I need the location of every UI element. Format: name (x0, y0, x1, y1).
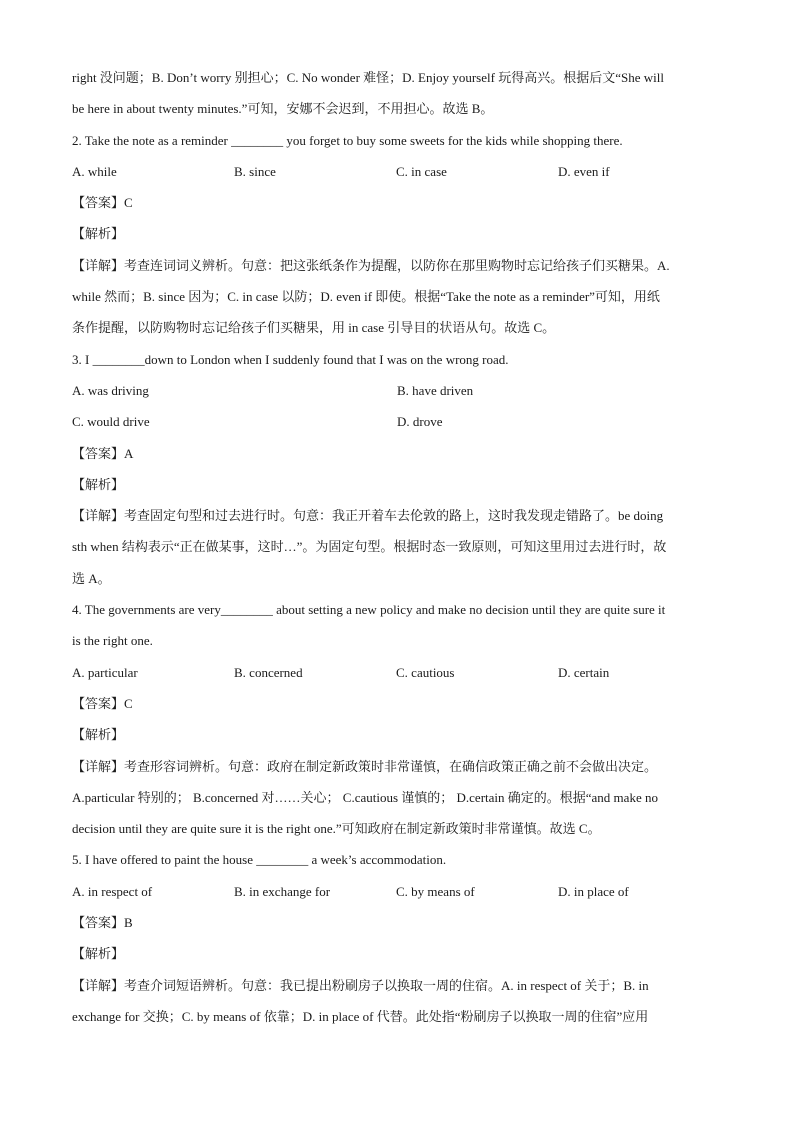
option-choice: C. would drive (72, 414, 150, 430)
text-line: sth when 结构表示“正在做某事，这时…”。为固定句型。根据时态一致原则，可知这里用过去进行时，故 (72, 539, 667, 555)
options-row (72, 876, 722, 907)
text-line: 选 A。 (72, 570, 111, 586)
text-line: right 没问题；B. Don’t worry 别担心；C. No wonder 难怪；D. Enjoy yourself 玩得高兴。根据后文“She will (72, 70, 664, 85)
text-line: 【答案】B (72, 915, 133, 931)
option-choice: A. while (72, 163, 117, 179)
option-choice: D. certain (558, 664, 610, 680)
text-line: 【解析】 (72, 946, 125, 962)
option-choice: A. in respect of (72, 883, 153, 899)
text-line: A.particular 特别的； B.concerned 对……关心； C.cautious 谨慎的； D.certain 确定的。根据“and make no (72, 789, 658, 805)
options-row (72, 156, 722, 187)
text-line: 【解析】 (72, 226, 125, 242)
option-choice: B. in exchange for (234, 883, 331, 899)
text-line: is the right one. (72, 633, 153, 649)
options-row (72, 406, 722, 437)
option-choice: D. in place of (558, 883, 629, 899)
option-choice: C. in case (396, 163, 447, 179)
option-choice: D. drove (397, 414, 443, 430)
option-choice: C. by means of (396, 883, 475, 899)
text-line: 4. The governments are very________ about setting a new policy and make no decision until they are quite sure it (72, 602, 666, 618)
text-line: 【详解】考查固定句型和过去进行时。句意：我正开着车去伦敦的路上，这时我发现走错路了。be doing (72, 508, 664, 524)
option-choice: B. concerned (234, 664, 303, 680)
text-line: 【答案】C (72, 195, 133, 211)
text-line: 【答案】C (72, 695, 133, 711)
text-line: 2. Take the note as a reminder ________ you forget to buy some sweets for the kids while shopping there. (72, 132, 623, 148)
text-line: be here in about twenty minutes.”可知，安娜不会迟到，不用担心。故选 B。 (72, 101, 494, 117)
options-row (72, 657, 722, 688)
text-line: 【解析】 (72, 476, 125, 492)
text-line: 【详解】考查介词短语辨析。句意：我已提出粉刷房子以换取一周的住宿。A. in respect of 关于；B. in (72, 977, 649, 993)
option-choice: C. cautious (396, 664, 455, 680)
text-line: 【解析】 (72, 727, 125, 743)
text-line: exchange for 交换；C. by means of 依靠；D. in place of 代替。此处指“粉刷房子以换取一周的住宿”应用 (72, 1008, 649, 1024)
option-choice: A. was driving (72, 382, 149, 398)
option-choice: B. have driven (397, 382, 474, 398)
option-choice: D. even if (558, 163, 610, 179)
text-line: while 然而；B. since 因为；C. in case 以防；D. even if 即使。根据“Take the note as a reminder”可知，用纸 (72, 289, 660, 305)
text-line: 条作提醒，以防购物时忘记给孩子们买糖果，用 in case 引导目的状语从句。故选 C。 (72, 320, 556, 336)
document-page (72, 62, 722, 1032)
text-line: 【详解】考查形容词辨析。句意：政府在制定新政策时非常谨慎，在确信政策正确之前不会做出决定。 (72, 758, 658, 774)
text-line: 【答案】A (72, 445, 134, 461)
text-line: 5. I have offered to paint the house ________ a week’s accommodation. (72, 852, 447, 868)
text-line: decision until they are quite sure it is the right one.”可知政府在制定新政策时非常谨慎。故选 C。 (72, 821, 601, 837)
options-row (72, 375, 722, 406)
option-choice: A. particular (72, 664, 138, 680)
text-line: 【详解】考查连词词义辨析。句意：把这张纸条作为提醒，以防你在那里购物时忘记给孩子们买糖果。A. (72, 257, 670, 273)
text-line: 3. I ________down to London when I suddenly found that I was on the wrong road. (72, 351, 509, 367)
option-choice: B. since (234, 163, 276, 179)
